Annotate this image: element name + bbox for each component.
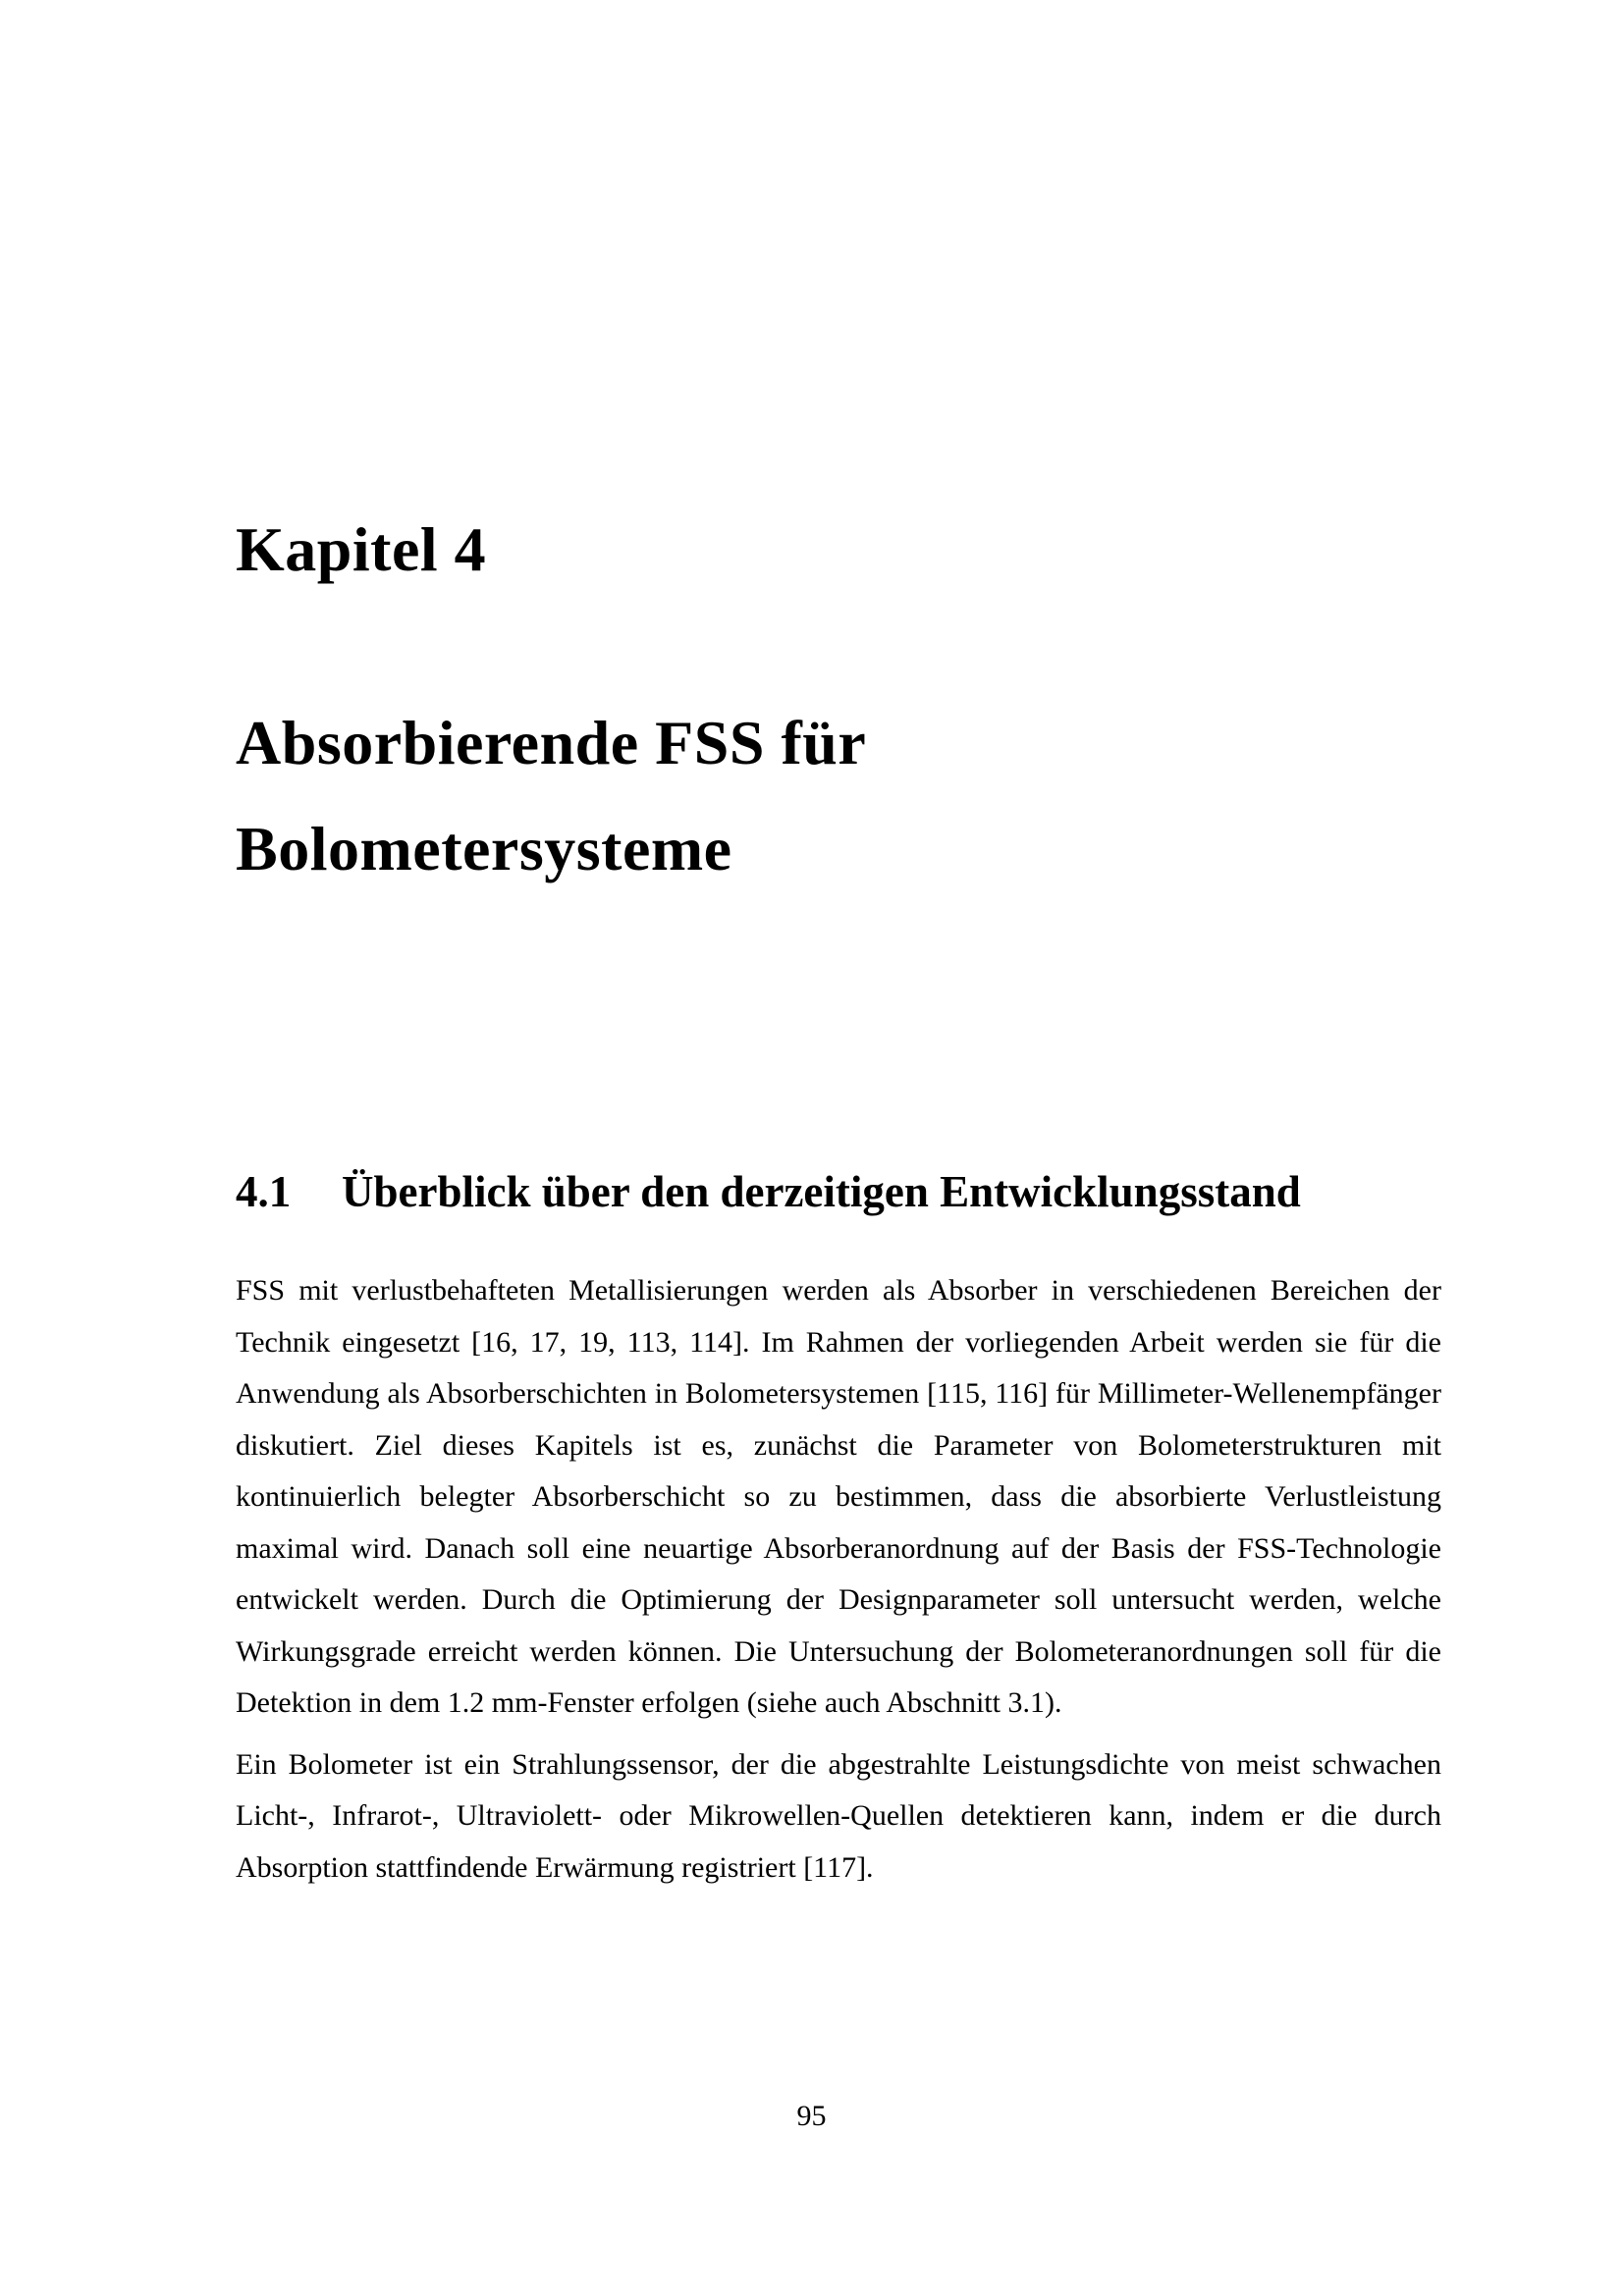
section-number: 4.1 (236, 1167, 292, 1216)
chapter-label: Kapitel 4 (236, 514, 487, 584)
chapter-title-line-2: Bolometersysteme (236, 814, 732, 883)
chapter-title-line-1: Absorbierende FSS für (236, 708, 867, 777)
paragraph-2: Ein Bolometer ist ein Strahlungssensor, der die abgestrahlte Leistungsdichte von meist schwachen Licht-, Infrarot-, Ultraviolett- oder Mikrowellen-Quellen detektieren kann, indem er die durch Absorption stattfindende Erwärmung registriert [117]. (236, 1747, 1441, 1884)
chapter-title (236, 690, 866, 902)
body-text (236, 1265, 1441, 1903)
section-heading (236, 1167, 1301, 1216)
page-number: 95 (796, 2100, 827, 2132)
paragraph-1: FSS mit verlustbehafteten Metallisierungen werden als Absorber in verschiedenen Bereichen der Technik eingesetzt [16, 17, 19, 113, 114]. Im Rahmen der vorliegenden Arbeit werden sie für die Anwendung als Absorberschichten in Bolometersystemen [115, 116] für Millimeter-Wellenempfänger diskutiert. Ziel dieses Kapitels ist es, zunächst die Parameter von Bolometerstrukturen mit kontinuierlich belegter Absorberschicht so zu bestimmen, dass die absorbierte Verlustleistung maximal wird. Danach soll eine neuartige Absorberanordnung auf der Basis der FSS-Technologie entwickelt werden. Durch die Optimierung der Designparameter soll untersucht werden, welche Wirkungsgrade erreicht werden können. Die Untersuchung der Bolometeranordnungen soll für die Detektion in dem 1.2 mm-Fenster erfolgen (siehe auch Abschnitt 3.1). (236, 1274, 1441, 1719)
section-title: Überblick über den derzeitigen Entwicklungsstand (342, 1167, 1301, 1216)
